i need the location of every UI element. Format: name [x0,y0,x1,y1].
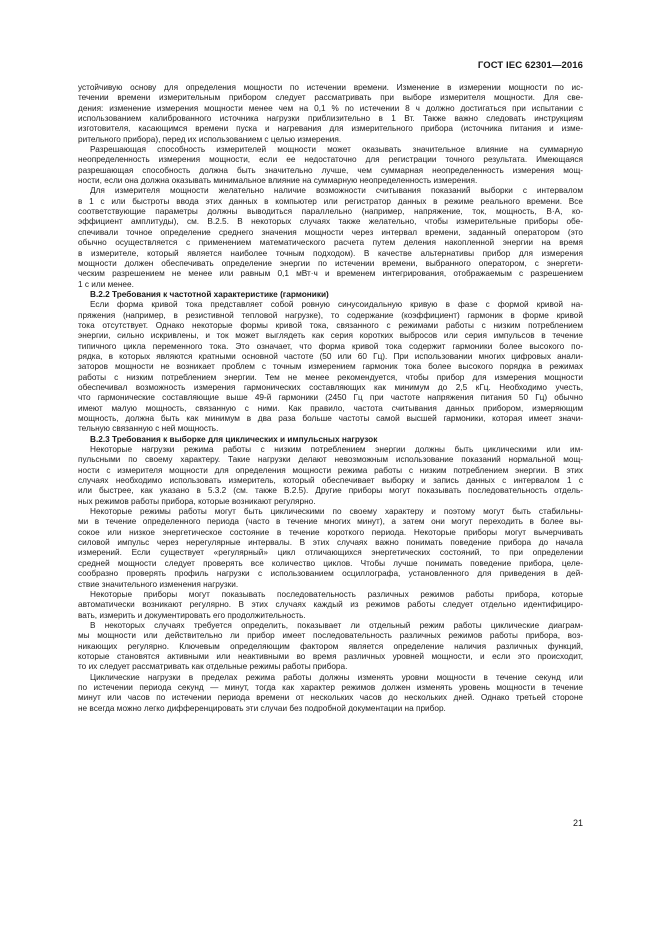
section-heading: В.2.2 Требования к частотной характеристике (гармоники) [90,289,329,299]
text-line: спечивали точное определение среднего значения мощности через интервал времени, заданный оператором (это [78,227,583,237]
text-line: в 1 с или быстроты ввода этих данных в компьютер или регистратор данных в режиме реального времени. Все [78,196,583,206]
text-line: измерений. Если существует «регулярный» цикл отличающихся энергетических состояний, то при определении [78,548,583,558]
text-line: обычно осуществляется с применением математического расчета путем деления накопленной энергии на время [78,238,583,248]
text-line: устойчивую основу для определения мощности по истечении времени. Изменение в измерении мощности по ис- [78,83,583,92]
paragraph [78,445,583,507]
text-line: течении времени измерительным прибором следует рассматривать при выборе измерителя мощности. Для све- [78,93,583,103]
text-line: эффициент амплитуды), см. В.2.5. В некоторых случаях также желательно, чтобы измерительные приборы обе- [78,217,583,227]
text-line: использованием калиброванного источника нагрузки приблизительно в 1 Вт. Также важно следовать инструкциям [78,114,583,124]
text-line: рительного прибора), перед их использованием с целью измерения. [78,134,342,144]
text-line: силовой импульс через нерегулярные интервалы. В этих случаях важно понимать поведение прибора до начала [78,538,583,548]
text-line: тока отсутствует. Однако некоторые формы кривой тока, связанного с режимами работы с низким потреблением [78,320,583,330]
page-body [78,83,583,714]
text-line: В некоторых случаях требуется определить, показывает ли отдельный режим работы циклические диаграм- [90,620,583,630]
text-line: никающих регулярно. Ключевым определяющим фактором является определение наличия различных функций, [78,641,583,651]
text-line: мы мощности или действительно ли прибор имеет последовательность различных режимов работы прибора, воз- [78,631,583,641]
paragraph [78,145,583,186]
text-line: работы с низким потреблением энергии. Тем не менее рекомендуется, чтобы прибор для измерения мощности [78,372,583,382]
paragraph [78,590,583,621]
paragraph [78,300,583,434]
text-line: ми в течение определенного периода (часто в течение многих минут), а затем они могут переходить в более вы- [78,517,583,527]
text-line: сокое или низкое энергетическое состояние в течение короткого периода. Некоторые приборы могут вычерчивать [78,527,583,537]
text-line: рядка, в которых являются кратными основной частоте (50 или 60 Гц). При использовании многих цифровых анали- [78,351,583,361]
text-line: дения: изменение измерения мощности менее чем на 0,1 % по истечении 8 ч должно достигаться при испытании с [78,103,583,113]
text-line: соответствующие параметры должны выводиться параллельно (например, напряжение, ток, мощность, В·А, ко- [78,207,583,217]
text-line: Циклические нагрузки в пределах режима работы должны изменять уровни мощности в течение секунд или [90,672,583,682]
text-line: мощность, должна быть как минимум в два раза больше частоты самой высшей гармоники, которая имеет значи- [78,414,583,423]
text-line: минут или часов по истечении периода времени от нескольких часов до нескольких дней. Однако третьей стороне [78,693,583,703]
text-line: Некоторые режимы работы могут быть циклическими по своему характеру и поэтому могут быть стабильны- [90,507,583,517]
text-line: не всегда можно легко дифференцировать эти случаи без подробной документации на прибор. [78,703,446,713]
text-line: Если форма кривой тока представляет собой ровную синусоидальную кривую в фазе с формой кривой на- [90,300,583,310]
paragraph [78,83,583,145]
text-line: ческим разрешением не менее или равным 0,1 мВт·ч и временем интегрирования, отображаемым с разрешением [78,269,583,279]
text-line: 1 с или менее. [78,279,134,289]
page-number: 21 [572,818,583,828]
text-line: Разрешающая способность измерителей мощности может оказывать значительное влияние на суммарную [90,145,583,155]
text-line: ности, если она должна оказывать минимальное влияние на суммарную неопределенность измерения. [78,176,478,186]
text-line: энергии, сильно искривлены, и ток может выглядеть как серия коротких выбросов или серия импульсов в течение [78,331,583,341]
text-line: Некоторые приборы могут показывать последовательность различных режимов работы прибора, которые [90,589,583,599]
text-line: случаях необходимо использовать измеритель, который обеспечивает выборку и запись данных с интервалом 1 с [78,476,583,486]
text-line: неопределенность измерения мощности, если ее недостаточно для регистрации точного результата. Имеющаяся [78,155,583,165]
text-line: вать, измерить и документировать его продолжительность. [78,610,306,620]
text-line: то их следует рассматривать как отдельные режимы работы прибора. [78,662,348,672]
text-line: или быстрее, как указано в 5.3.2 (см. также В.2.5). Другие приборы могут показывать последовательность отдель- [78,486,583,496]
paragraph [78,186,583,289]
paragraph [78,507,583,590]
text-line: Для измерителя мощности желательно наличие возможности считывания показаний выборки с интервалом [90,186,583,196]
text-line: мощности должен обеспечивать определение энергии по истечении времени, выбранного оператором, с энергети- [78,258,583,268]
text-line: в измерителе, который является наиболее точным подходом). В качестве альтернативы прибор для измерения [78,248,583,258]
text-line: изготовителя, касающимся времени пуска и нагревания для измерительного прибора (источника питания и изме- [78,124,583,134]
text-line: сообразно проверять профиль нагрузки с использованием осциллографа, установленного для приведения в дей- [78,569,583,579]
text-line: обеспечивал возможность измерения гармонических составляющих как минимум до 2,5 кГц. Необходимо учесть, [78,382,583,392]
text-line: по истечении периода секунд — минут, тогда как характер режимов должен изменять уровень мощности в течение [78,682,583,692]
text-line: Некоторые нагрузки режима работы с низким потреблением энергии должны быть циклическими или им- [90,445,583,455]
text-line: средней мощности следует проверять все количество циклов. Чтобы лучше понимать поведение прибора, целе- [78,558,583,568]
text-line: имеют малую мощность, связанную с ними. Как правило, частота считывания данных прибором, измеряющим [78,403,583,413]
paragraph [78,621,583,673]
text-line: автоматически возникают регулярно. В этих случаях каждый из режимов работы следует отдельно идентифициро- [78,600,583,610]
section-heading: В.2.3 Требования к выборке для циклических и импульсных нагрузок [90,434,378,444]
paragraph [78,673,583,714]
text-line: разрешающая способность должна быть значительно лучше, чем суммарная неопределенность измерения мощ- [78,165,583,175]
text-line: заторов мощности не возникает проблем с точным измерением гармоник тока более высокого порядка в режимах [78,362,583,372]
text-line: которые становятся активными или неактивными во время различных уровней мощности, и если это происходит, [78,651,583,661]
text-line: ствие значительного изменения нагрузки. [78,579,239,589]
text-line: пульсными по своему характеру. Такие нагрузки делают невозможным использование показаний нормальной мощ- [78,455,583,465]
text-line: типичного цикла переменного тока. Это означает, что форма кривой тока содержит гармоники более высокого по- [78,341,583,351]
text-line: ных режимов работы прибора, которые возникают регулярно. [78,496,316,506]
text-line: ности с измерителя мощности для определения мощности режима работы с низким потреблением энергии. В этих [78,465,583,475]
text-line: что гармонические составляющие выше 49-й гармоники (2450 Гц при частоте напряжения питания 50 Гц) обычно [78,393,583,403]
document-header: ГОСТ IEC 62301—2016 [477,60,583,71]
text-line: пряжения (например, в резистивной тепловой нагрузке), то содержание (коэффициент) гармоник в форме кривой [78,310,583,320]
text-line: тельную связанную с ней мощность. [78,424,219,434]
